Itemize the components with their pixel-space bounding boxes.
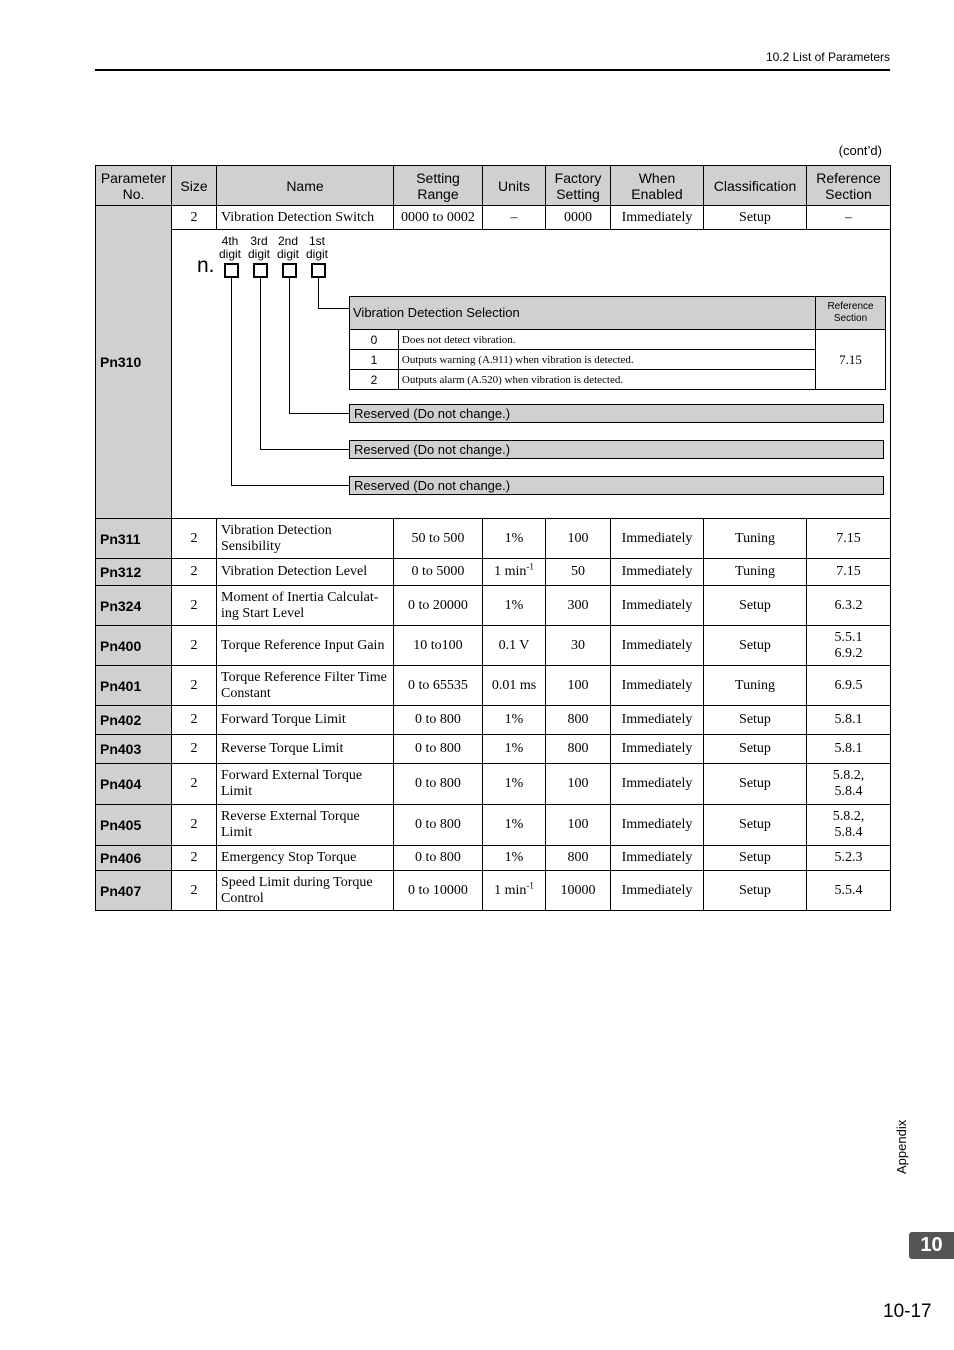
chapter-badge: 10 [909,1232,954,1259]
option-desc: Outputs alarm (A.520) when vibration is detected. [398,370,815,390]
param-units [483,666,546,706]
param-class-text: Setup [739,817,771,832]
param-factory-text: 800 [567,850,589,865]
table-row [96,586,891,626]
param-class-text: Setup [739,882,771,898]
selection-title: Vibration Detection Selection [350,297,816,330]
param-size-text: 2 [190,564,198,579]
param-size [172,735,217,764]
vibration-detection-selection-table [349,296,886,390]
digit-box-4th [224,263,239,278]
param-units-text: 1 min [494,882,527,898]
param-name [217,626,394,666]
param-enabled [611,586,704,626]
connector-4th [231,278,232,485]
param-range [394,846,483,871]
param-factory [546,519,611,559]
param-name-text: Vibration Detection Level [221,564,368,579]
col-header-reference-section: Reference Section [807,166,891,206]
param-no-text: Pn400 [100,637,142,654]
param-units-text: 1% [504,712,524,727]
connector-1st [318,278,319,308]
param-no [96,666,172,706]
param-name-text: Emergency Stop Torque [221,850,357,865]
param-units: – [483,206,546,230]
param-units [483,735,546,764]
param-no [96,519,172,559]
reserved-4th-digit: Reserved (Do not change.) [349,476,884,495]
param-units-text: 1% [504,817,524,832]
digit-box-1st [311,263,326,278]
param-enabled [611,559,704,586]
param-enabled-text: Immediately [621,882,693,898]
param-no-text: Pn404 [100,776,142,792]
col-header-factory-setting: Factory Setting [546,166,611,206]
param-name: Vibration Detection Switch [217,206,394,230]
option-value: 1 [350,350,399,370]
appendix-side-tab [894,1119,934,1214]
param-range [394,666,483,706]
param-range-text: 0 to 800 [415,817,461,832]
table-row [96,846,891,871]
table-row [96,706,891,735]
param-no [96,805,172,846]
param-range-text: 0 to 800 [415,741,461,756]
param-no: Pn310 [96,206,172,519]
param-factory-text: 800 [567,741,589,756]
param-units [483,871,546,911]
param-ref [807,666,891,706]
param-units-text: 1% [504,741,524,756]
param-range-text: 50 to 500 [411,530,465,546]
param-range-text: 0 to 65535 [408,677,468,693]
digit-label-1st: 1st digit [305,234,328,261]
table-row [96,871,891,911]
param-enabled-text: Immediately [621,677,693,693]
param-ref-text: 5.8.1 [834,741,863,756]
param-name [217,666,394,706]
param-ref [807,871,891,911]
param-factory-text: 10000 [560,882,596,898]
param-range-text: 0 to 800 [415,712,461,727]
reserved-2nd-digit: Reserved (Do not change.) [349,404,884,423]
param-range: 0000 to 0002 [394,206,483,230]
col-header-classification: Classification [704,166,807,206]
col-header-when-enabled: When Enabled [611,166,704,206]
selection-option-row [350,370,886,390]
param-class [704,519,807,559]
param-class-text: Setup [739,741,771,756]
param-enabled-text: Immediately [621,712,693,727]
param-size [172,805,217,846]
param-units [483,805,546,846]
param-units [483,846,546,871]
param-ref-text: 5.8.2, [832,809,865,824]
param-name-text: Forward Torque Limit [221,712,346,727]
param-name [217,586,394,626]
param-enabled [611,871,704,911]
param-class [704,706,807,735]
col-header-parameter-no: Parameter No. [96,166,172,206]
param-no-text: Pn403 [100,741,142,757]
param-no [96,764,172,805]
param-ref [807,735,891,764]
selection-option-row [350,350,886,370]
param-range [394,805,483,846]
param-name [217,559,394,586]
param-enabled: Immediately [611,206,704,230]
param-name [217,805,394,846]
param-factory [546,846,611,871]
param-ref [807,846,891,871]
param-size: 2 [172,206,217,230]
param-enabled [611,666,704,706]
connector-3rd [260,278,261,449]
param-ref-text: 5.5.4 [834,882,863,898]
digit-diagram [172,230,890,518]
running-header: 10.2 List of Parameters [765,50,890,64]
param-enabled [611,805,704,846]
param-factory-text: 100 [567,776,589,791]
param-ref-text: 6.3.2 [834,597,863,613]
param-no [96,735,172,764]
param-factory [546,706,611,735]
option-desc: Outputs warning (A.911) when vibration is detected. [398,350,815,370]
param-class [704,586,807,626]
param-ref-text-2: 5.8.4 [834,784,863,799]
param-class-text: Setup [739,712,771,727]
param-name [217,764,394,805]
param-ref [807,706,891,735]
param-no-text: Pn405 [100,817,142,833]
param-class-text: Setup [739,637,771,653]
param-no-text: Pn401 [100,677,142,694]
param-no-text: Pn312 [100,564,142,580]
param-enabled [611,706,704,735]
table-row [96,764,891,805]
param-factory [546,626,611,666]
param-range-text: 10 to100 [413,637,463,653]
param-ref-text: 7.15 [836,530,861,546]
param-size [172,626,217,666]
param-size-text: 2 [190,882,198,898]
connector-3rd-h [260,449,349,450]
param-factory [546,586,611,626]
col-header-size: Size [172,166,217,206]
param-class [704,559,807,586]
param-ref: – [807,206,891,230]
param-size-text: 2 [190,850,198,865]
param-name-text: Torque Reference Input Gain [221,637,385,653]
param-no [96,626,172,666]
param-class: Setup [704,206,807,230]
param-range [394,706,483,735]
param-range [394,735,483,764]
selection-ref-header: Reference Section [816,297,886,330]
param-ref-text-2: 5.8.4 [834,825,863,840]
param-no [96,846,172,871]
param-enabled [611,735,704,764]
param-size-text: 2 [190,597,198,613]
header-rule [95,69,890,71]
param-factory: 0000 [546,206,611,230]
param-size-text: 2 [190,530,198,546]
table-row [96,626,891,666]
param-name-text: Vibration Detection Sensibility [221,522,332,554]
param-units-text: 0.01 ms [491,677,537,693]
table-header-row [96,166,891,206]
param-ref-text: 5.8.1 [834,712,863,727]
param-range [394,764,483,805]
param-enabled-text: Immediately [621,741,693,756]
param-class-text: Setup [739,776,771,791]
param-ref-text: 5.8.2, [832,768,865,783]
digit-label-3rd: 3rd digit [247,234,270,261]
param-size [172,559,217,586]
param-enabled-text: Immediately [621,597,693,613]
param-factory-text: 100 [567,677,589,693]
table-row [96,666,891,706]
param-factory-text: 300 [567,597,589,613]
param-name-text: Torque Reference Filter Time Constant [221,669,387,701]
param-no-text: Pn407 [100,882,142,899]
param-no [96,871,172,911]
param-name [217,871,394,911]
param-range [394,586,483,626]
param-units-text: 1% [504,850,524,865]
param-size [172,706,217,735]
param-ref [807,559,891,586]
table-row [96,805,891,846]
selection-option-row [350,330,886,350]
param-size-text: 2 [190,637,198,653]
param-ref [807,805,891,846]
param-class-text: Tuning [735,677,775,693]
param-name-text: Speed Limit during Torque Control [221,874,373,906]
digit-box-2nd [282,263,297,278]
param-units-text: 1% [504,776,524,791]
param-enabled-text: Immediately [621,776,693,791]
param-range [394,626,483,666]
param-enabled [611,846,704,871]
param-units [483,764,546,805]
param-name [217,519,394,559]
param-units [483,559,546,586]
param-units-text: 1 min [494,564,527,579]
param-size-text: 2 [190,712,198,727]
param-class [704,764,807,805]
parameter-table [95,165,891,911]
reserved-3rd-digit: Reserved (Do not change.) [349,440,884,459]
param-factory-text: 100 [567,530,589,546]
param-class [704,846,807,871]
param-name [217,735,394,764]
param-no-text: Pn406 [100,850,142,866]
connector-1st-h [318,308,349,309]
param-ref-text: 5.2.3 [834,850,863,865]
param-range-text: 0 to 10000 [408,882,468,898]
param-class-text: Setup [739,850,771,865]
connector-4th-h [231,485,349,486]
param-size-text: 2 [190,817,198,832]
param-factory-text: 50 [571,564,585,579]
param-enabled [611,519,704,559]
param-units-text: 1% [504,597,524,613]
param-no-text: Pn324 [100,597,142,614]
param-no-text: Pn402 [100,712,142,728]
param-ref-text: 6.9.5 [834,677,863,693]
connector-2nd-h [289,413,349,414]
param-units [483,519,546,559]
param-factory-text: 800 [567,712,589,727]
param-enabled-text: Immediately [621,817,693,832]
param-class [704,666,807,706]
param-ref [807,764,891,805]
selection-ref: 7.15 [816,330,886,390]
col-header-name: Name [217,166,394,206]
param-factory-text: 30 [571,637,585,653]
param-name [217,846,394,871]
param-class [704,626,807,666]
table-row [96,559,891,586]
param-units [483,706,546,735]
param-factory [546,559,611,586]
table-row-pn310-diagram [96,230,891,519]
table-row-pn310 [96,206,891,230]
param-size [172,586,217,626]
param-size-text: 2 [190,776,198,791]
param-enabled [611,626,704,666]
param-name-text: Reverse External Torque Limit [221,809,360,840]
param-factory [546,666,611,706]
units-exponent: -1 [526,561,534,572]
param-units-text: 1% [504,530,524,546]
page-number: 10-17 [883,1301,932,1322]
param-size [172,519,217,559]
col-header-setting-range: Setting Range [394,166,483,206]
digit-label-2nd: 2nd digit [276,234,299,261]
param-range [394,519,483,559]
param-class [704,871,807,911]
param-class-text: Tuning [735,564,775,579]
param-units [483,586,546,626]
option-value: 2 [350,370,399,390]
digit-label-4th: 4th digit [218,234,241,261]
param-no [96,586,172,626]
continued-label: (cont’d) [838,143,882,158]
param-ref-text: 7.15 [836,564,861,579]
param-range [394,871,483,911]
option-value: 0 [350,330,399,350]
table-row [96,519,891,559]
connector-2nd [289,278,290,413]
param-factory [546,805,611,846]
param-size [172,871,217,911]
param-factory [546,871,611,911]
param-name-text: Reverse Torque Limit [221,741,344,756]
param-enabled-text: Immediately [621,530,693,546]
param-name-text: Forward External Torque Limit [221,768,363,799]
param-no [96,706,172,735]
param-name [217,706,394,735]
param-size [172,846,217,871]
param-ref [807,519,891,559]
param-units-text: 0.1 V [498,637,530,653]
param-ref [807,626,891,666]
digit-diagram-cell [172,230,891,519]
param-class-text: Tuning [735,530,775,546]
n-prefix: n. [197,254,215,277]
param-range [394,559,483,586]
param-ref-text-2: 6.9.2 [834,645,863,661]
param-ref [807,586,891,626]
param-range-text: 0 to 5000 [411,564,465,579]
param-enabled [611,764,704,805]
units-exponent: -1 [526,879,534,890]
col-header-units: Units [483,166,546,206]
param-units [483,626,546,666]
param-size-text: 2 [190,741,198,756]
param-no [96,559,172,586]
param-range-text: 0 to 20000 [408,597,468,613]
param-class [704,805,807,846]
param-enabled-text: Immediately [621,637,693,653]
option-desc: Does not detect vibration. [398,330,815,350]
param-range-text: 0 to 800 [415,850,461,865]
param-factory-text: 100 [567,817,589,832]
param-name-text: Moment of Inertia Calculat-ing Start Level [221,589,379,621]
param-no-text: Pn311 [100,530,141,547]
param-class-text: Setup [739,597,771,613]
param-enabled-text: Immediately [621,850,693,865]
param-factory [546,764,611,805]
param-factory [546,735,611,764]
param-size-text: 2 [190,677,198,693]
digit-box-3rd [253,263,268,278]
param-range-text: 0 to 800 [415,776,461,791]
param-size [172,666,217,706]
side-tab-label: Appendix [894,1119,909,1174]
table-row [96,735,891,764]
param-size [172,764,217,805]
param-enabled-text: Immediately [621,564,693,579]
param-ref-text: 5.5.1 [834,629,863,645]
param-class [704,735,807,764]
